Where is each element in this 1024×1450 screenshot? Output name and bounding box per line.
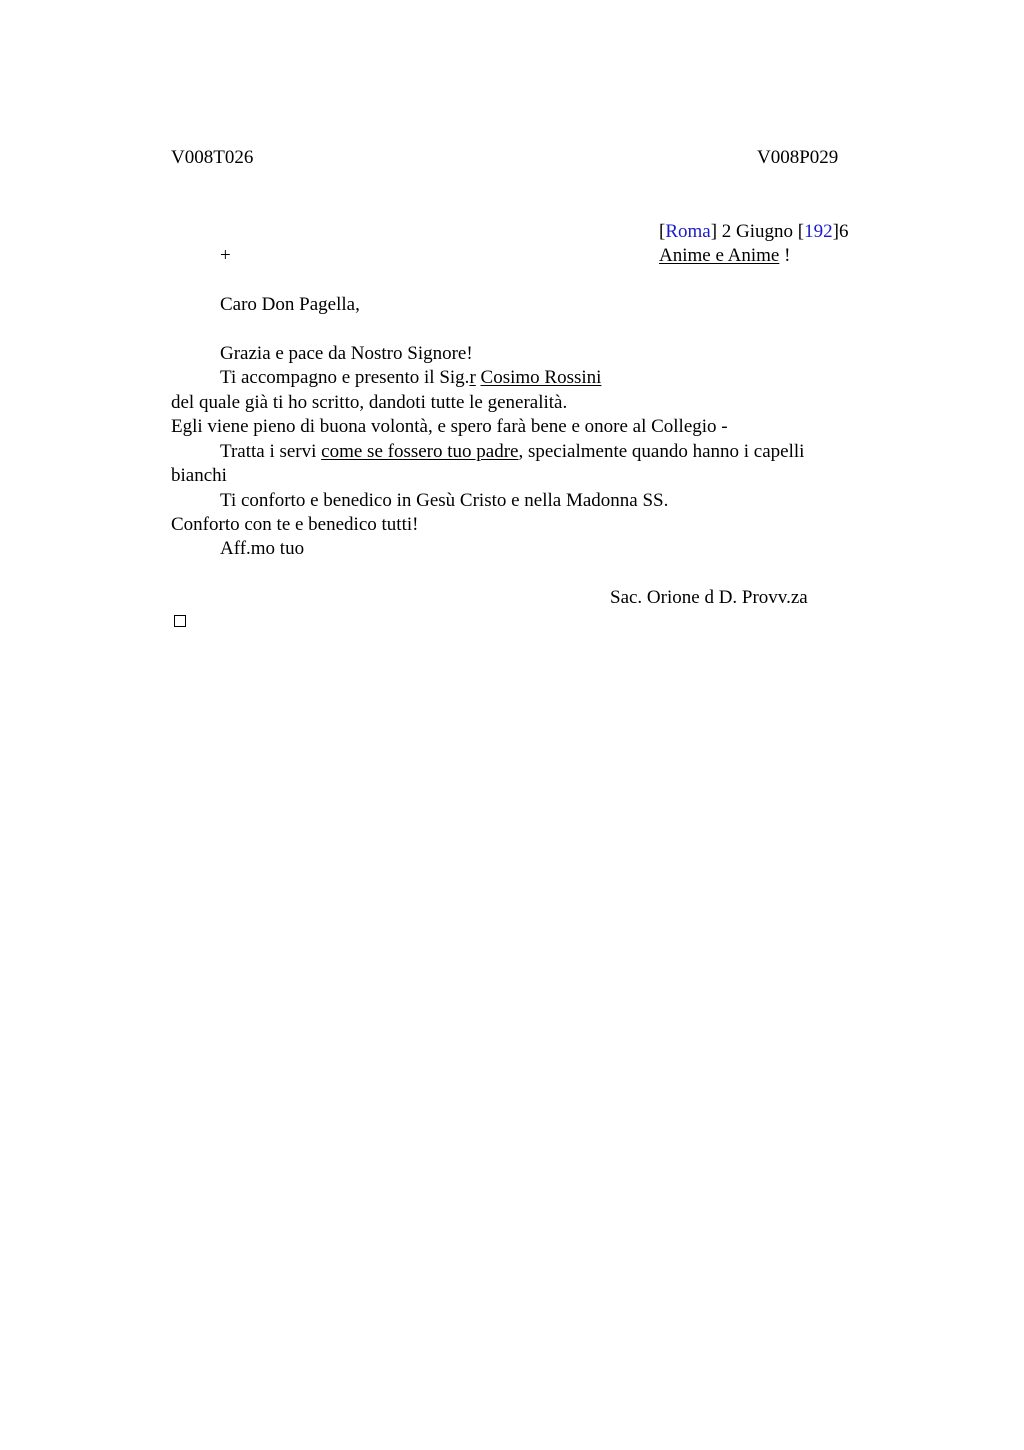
body-line-7: Ti conforto e benedico in Gesù Cristo e nella Madonna SS. — [220, 490, 669, 511]
body-line-5-a: Tratta i servi — [220, 441, 322, 462]
body-line-3: del quale già ti ho scritto, dandoti tutte le generalità. — [171, 392, 568, 413]
dateline-place: Roma — [665, 221, 711, 242]
dateline-middle: ] 2 Giugno [ — [710, 221, 805, 242]
dateline-bracket-open: [ — [659, 221, 666, 242]
body-line-1: Grazia e pace da Nostro Signore! — [220, 343, 473, 364]
dateline-year-part: 192 — [804, 221, 833, 242]
body-line-4: Egli viene pieno di buona volontà, e spero farà bene e onore al Collegio - — [171, 416, 728, 437]
body-line-9: Aff.mo tuo — [220, 538, 305, 559]
signature: Sac. Orione d D. Provv.za — [610, 587, 808, 608]
body-line-2-a: Ti accompagno e presento il Sig. — [220, 367, 470, 388]
body-line-6: bianchi — [171, 465, 227, 486]
body-line-5 — [220, 440, 804, 464]
motto — [659, 244, 790, 268]
salutation: Caro Don Pagella, — [220, 294, 360, 315]
document-code-left: V008T026 — [171, 147, 254, 168]
body-line-5-c: , specialmente quando hanno i capelli — [518, 441, 805, 462]
body-line-5-underlined: come se fossero tuo padre — [321, 441, 519, 462]
checkbox-square-icon — [174, 615, 186, 627]
dateline-close: ]6 — [832, 221, 849, 242]
body-line-2-superscript: r — [469, 367, 476, 388]
body-line-8: Conforto con te e benedico tutti! — [171, 514, 419, 535]
motto-text: Anime e Anime — [659, 245, 780, 266]
body-line-2 — [220, 366, 601, 390]
person-name: Cosimo Rossini — [480, 367, 602, 388]
dateline — [659, 220, 848, 244]
cross-symbol: + — [220, 245, 231, 266]
document-code-right: V008P029 — [757, 147, 839, 168]
motto-tail: ! — [779, 245, 791, 266]
